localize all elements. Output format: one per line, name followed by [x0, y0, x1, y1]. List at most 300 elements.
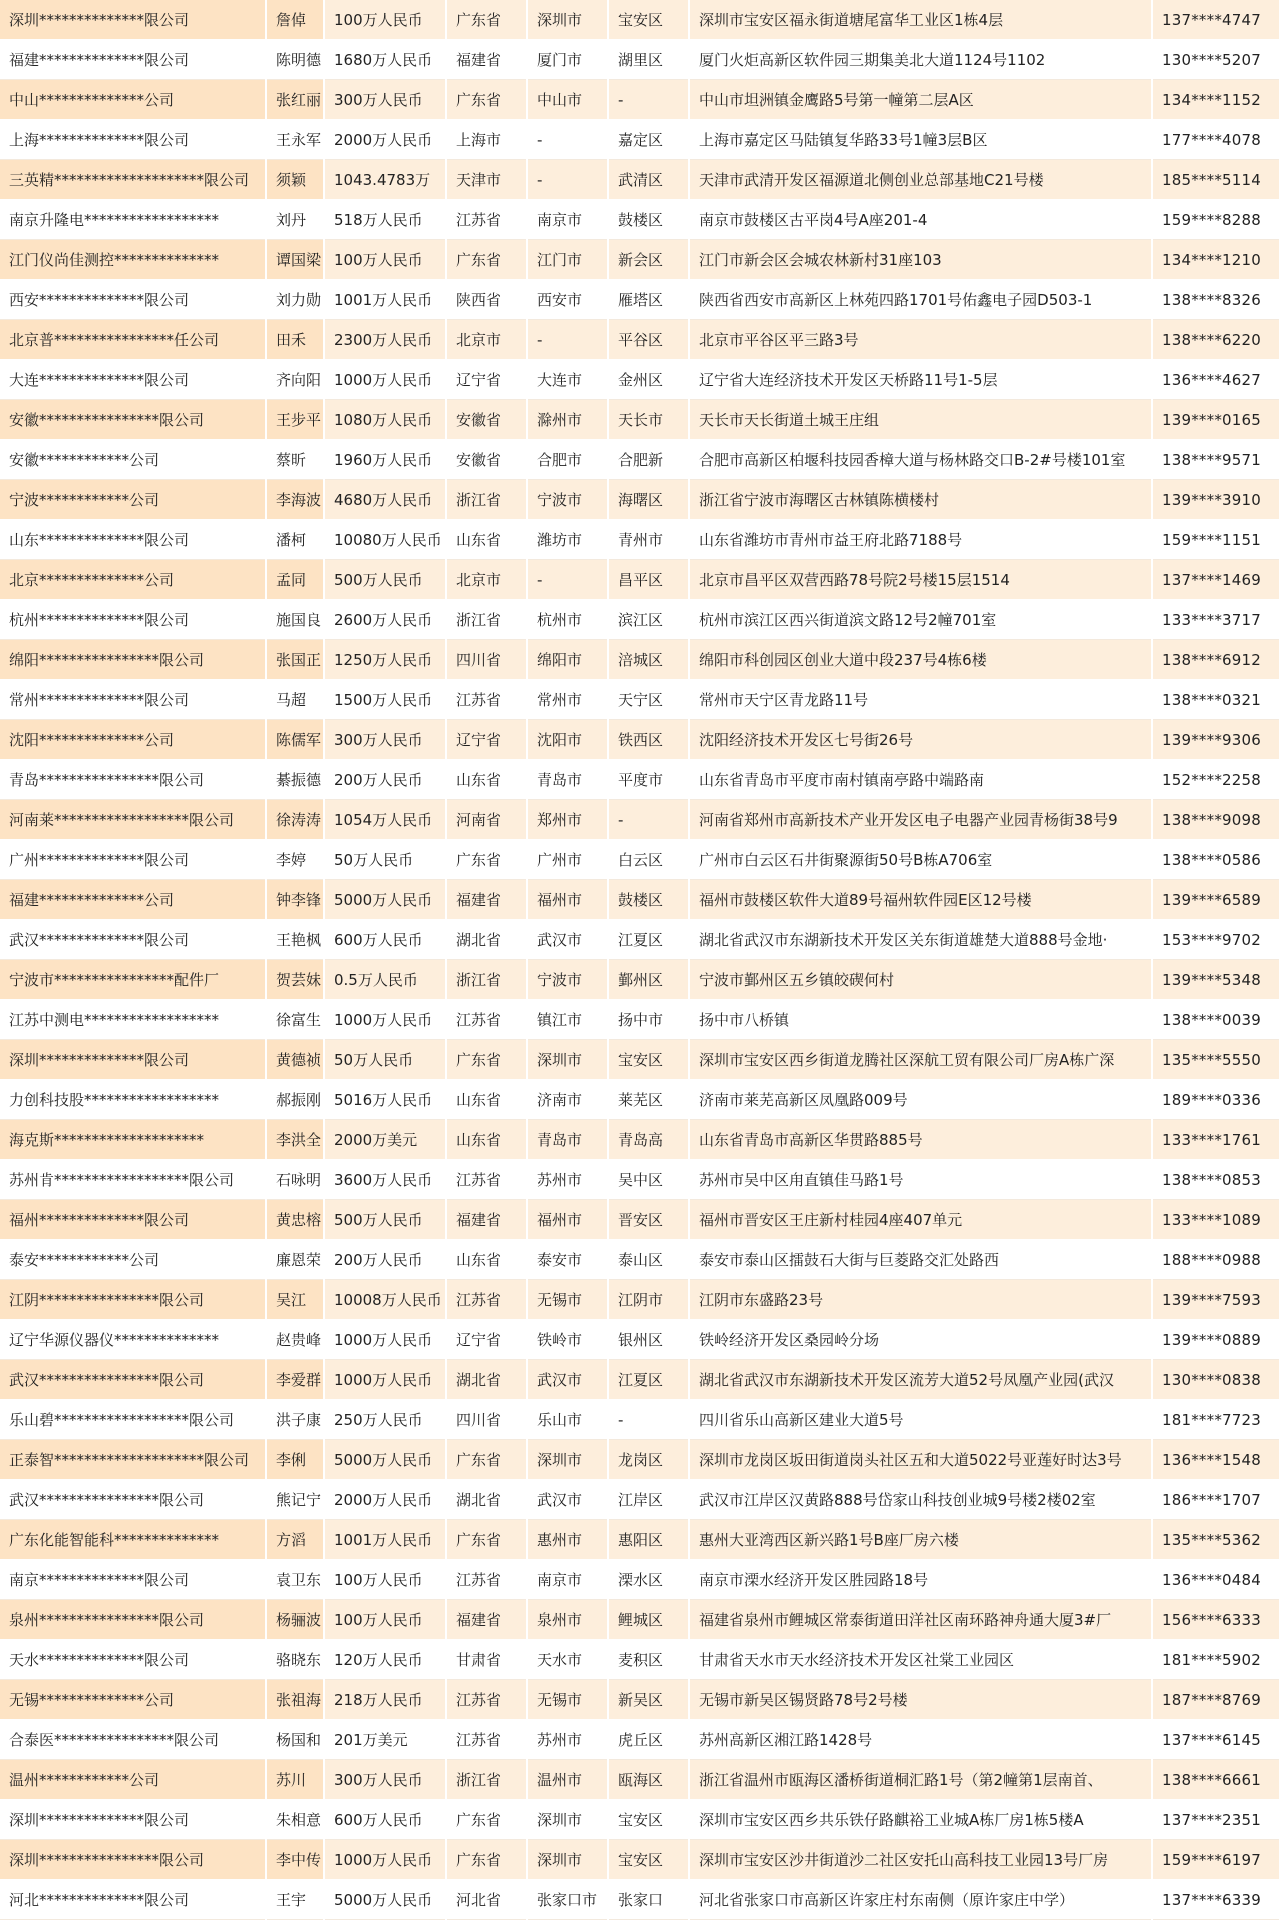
table-row	[0, 960, 1280, 1000]
phone-cell: 134****1152	[1152, 80, 1280, 120]
table-row	[0, 480, 1280, 520]
company-name-cell: 宁波************公司	[0, 480, 266, 520]
province-cell: 山东省	[446, 1240, 527, 1280]
district-cell: 白云区	[608, 840, 689, 880]
table-row	[0, 1120, 1280, 1160]
company-name-cell: 合泰医****************限公司	[0, 1720, 266, 1760]
phone-cell: 138****0039	[1152, 1000, 1280, 1040]
city-cell: 泉州市	[527, 1600, 608, 1640]
address-cell: 南京市溧水经济开发区胜园路18号	[689, 1560, 1152, 1600]
address-cell: 天津市武清开发区福源道北侧创业总部基地C21号楼	[689, 160, 1152, 200]
city-cell: 武汉市	[527, 1480, 608, 1520]
province-cell: 上海市	[446, 120, 527, 160]
phone-cell: 139****0165	[1152, 400, 1280, 440]
phone-cell: 138****8326	[1152, 280, 1280, 320]
legal-person-cell: 洪子康	[266, 1400, 324, 1440]
district-cell: 天长市	[608, 400, 689, 440]
legal-person-cell: 熊记宁	[266, 1480, 324, 1520]
registered-capital-cell: 250万人民币	[324, 1400, 446, 1440]
city-cell: 江门市	[527, 240, 608, 280]
province-cell: 广东省	[446, 1520, 527, 1560]
address-cell: 深圳市宝安区福永街道塘尾富华工业区1栋4层	[689, 0, 1152, 40]
registered-capital-cell: 50万人民币	[324, 1040, 446, 1080]
registered-capital-cell: 2000万美元	[324, 1120, 446, 1160]
registered-capital-cell: 1043.4783万	[324, 160, 446, 200]
company-name-cell: 南京升隆电******************	[0, 200, 266, 240]
table-row	[0, 240, 1280, 280]
district-cell: 昌平区	[608, 560, 689, 600]
company-name-cell: 杭州**************限公司	[0, 600, 266, 640]
legal-person-cell: 赵贵峰	[266, 1320, 324, 1360]
province-cell: 江苏省	[446, 1680, 527, 1720]
phone-cell: 139****7593	[1152, 1280, 1280, 1320]
phone-cell: 138****6661	[1152, 1760, 1280, 1800]
phone-cell: 130****5207	[1152, 40, 1280, 80]
registered-capital-cell: 2000万人民币	[324, 120, 446, 160]
registered-capital-cell: 600万人民币	[324, 1800, 446, 1840]
registered-capital-cell: 2300万人民币	[324, 320, 446, 360]
registered-capital-cell: 1000万人民币	[324, 360, 446, 400]
company-name-cell: 南京**************限公司	[0, 1560, 266, 1600]
district-cell: 宝安区	[608, 1040, 689, 1080]
province-cell: 广东省	[446, 1800, 527, 1840]
registered-capital-cell: 4680万人民币	[324, 480, 446, 520]
registered-capital-cell: 2600万人民币	[324, 600, 446, 640]
registered-capital-cell: 10080万人民币	[324, 520, 446, 560]
city-cell: 无锡市	[527, 1680, 608, 1720]
legal-person-cell: 骆晓东	[266, 1640, 324, 1680]
province-cell: 山东省	[446, 1080, 527, 1120]
legal-person-cell: 王永军	[266, 120, 324, 160]
registered-capital-cell: 0.5万人民币	[324, 960, 446, 1000]
table-row	[0, 160, 1280, 200]
city-cell: 深圳市	[527, 1840, 608, 1880]
district-cell: 嘉定区	[608, 120, 689, 160]
table-row	[0, 640, 1280, 680]
legal-person-cell: 陈儒军	[266, 720, 324, 760]
table-row	[0, 1880, 1280, 1920]
phone-cell: 139****6589	[1152, 880, 1280, 920]
phone-cell: 130****0838	[1152, 1360, 1280, 1400]
table-row	[0, 1160, 1280, 1200]
registered-capital-cell: 200万人民币	[324, 1240, 446, 1280]
district-cell: -	[608, 800, 689, 840]
address-cell: 杭州市滨江区西兴街道滨文路12号2幢701室	[689, 600, 1152, 640]
district-cell: 涪城区	[608, 640, 689, 680]
legal-person-cell: 杨国和	[266, 1720, 324, 1760]
province-cell: 广东省	[446, 1040, 527, 1080]
phone-cell: 186****1707	[1152, 1480, 1280, 1520]
legal-person-cell: 綦振德	[266, 760, 324, 800]
company-name-cell: 武汉**************限公司	[0, 920, 266, 960]
address-cell: 绵阳市科创园区创业大道中段237号4栋6楼	[689, 640, 1152, 680]
province-cell: 浙江省	[446, 1760, 527, 1800]
table-row	[0, 1640, 1280, 1680]
registered-capital-cell: 5000万人民币	[324, 1880, 446, 1920]
address-cell: 福州市鼓楼区软件大道89号福州软件园E区12号楼	[689, 880, 1152, 920]
legal-person-cell: 刘丹	[266, 200, 324, 240]
phone-cell: 137****1469	[1152, 560, 1280, 600]
city-cell: 大连市	[527, 360, 608, 400]
district-cell: 麦积区	[608, 1640, 689, 1680]
legal-person-cell: 袁卫东	[266, 1560, 324, 1600]
district-cell: 平谷区	[608, 320, 689, 360]
district-cell: 吴中区	[608, 1160, 689, 1200]
phone-cell: 152****2258	[1152, 760, 1280, 800]
company-name-cell: 天水**************限公司	[0, 1640, 266, 1680]
province-cell: 甘肃省	[446, 1640, 527, 1680]
address-cell: 常州市天宁区青龙路11号	[689, 680, 1152, 720]
registered-capital-cell: 518万人民币	[324, 200, 446, 240]
legal-person-cell: 石咏明	[266, 1160, 324, 1200]
legal-person-cell: 潘柯	[266, 520, 324, 560]
company-name-cell: 福建**************公司	[0, 880, 266, 920]
phone-cell: 133****1761	[1152, 1120, 1280, 1160]
district-cell: 新会区	[608, 240, 689, 280]
table-row	[0, 120, 1280, 160]
company-name-cell: 力创科技股******************	[0, 1080, 266, 1120]
table-row	[0, 1440, 1280, 1480]
district-cell: 江阴市	[608, 1280, 689, 1320]
city-cell: 常州市	[527, 680, 608, 720]
city-cell: 武汉市	[527, 920, 608, 960]
address-cell: 武汉市江岸区汉黄路888号岱家山科技创业城9号楼2楼02室	[689, 1480, 1152, 1520]
table-row	[0, 560, 1280, 600]
province-cell: 江苏省	[446, 200, 527, 240]
registered-capital-cell: 5000万人民币	[324, 880, 446, 920]
city-cell: 铁岭市	[527, 1320, 608, 1360]
province-cell: 湖北省	[446, 1360, 527, 1400]
table-row	[0, 760, 1280, 800]
district-cell: 张家口	[608, 1880, 689, 1920]
phone-cell: 159****6197	[1152, 1840, 1280, 1880]
legal-person-cell: 张国正	[266, 640, 324, 680]
address-cell: 中山市坦洲镇金鹰路5号第一幢第二层A区	[689, 80, 1152, 120]
registered-capital-cell: 2000万人民币	[324, 1480, 446, 1520]
table-row	[0, 40, 1280, 80]
company-name-cell: 青岛****************限公司	[0, 760, 266, 800]
city-cell: 乐山市	[527, 1400, 608, 1440]
district-cell: 瓯海区	[608, 1760, 689, 1800]
city-cell: 广州市	[527, 840, 608, 880]
company-name-cell: 正泰智********************限公司	[0, 1440, 266, 1480]
registered-capital-cell: 3600万人民币	[324, 1160, 446, 1200]
phone-cell: 137****6339	[1152, 1880, 1280, 1920]
company-name-cell: 北京**************公司	[0, 560, 266, 600]
city-cell: 宁波市	[527, 960, 608, 1000]
district-cell: 武清区	[608, 160, 689, 200]
registered-capital-cell: 1054万人民币	[324, 800, 446, 840]
address-cell: 济南市莱芜高新区凤凰路009号	[689, 1080, 1152, 1120]
registered-capital-cell: 218万人民币	[324, 1680, 446, 1720]
phone-cell: 137****6145	[1152, 1720, 1280, 1760]
registered-capital-cell: 5000万人民币	[324, 1440, 446, 1480]
city-cell: 无锡市	[527, 1280, 608, 1320]
city-cell: 郑州市	[527, 800, 608, 840]
legal-person-cell: 郝振刚	[266, 1080, 324, 1120]
phone-cell: 138****9571	[1152, 440, 1280, 480]
district-cell: -	[608, 1400, 689, 1440]
province-cell: 湖北省	[446, 920, 527, 960]
district-cell: 雁塔区	[608, 280, 689, 320]
city-cell: -	[527, 160, 608, 200]
registered-capital-cell: 300万人民币	[324, 720, 446, 760]
company-name-cell: 海克斯********************	[0, 1120, 266, 1160]
registered-capital-cell: 1000万人民币	[324, 1840, 446, 1880]
address-cell: 山东省青岛市平度市南村镇南亭路中端路南	[689, 760, 1152, 800]
province-cell: 江苏省	[446, 1280, 527, 1320]
district-cell: 晋安区	[608, 1200, 689, 1240]
registered-capital-cell: 100万人民币	[324, 1560, 446, 1600]
city-cell: 天水市	[527, 1640, 608, 1680]
province-cell: 河北省	[446, 1880, 527, 1920]
city-cell: 南京市	[527, 1560, 608, 1600]
legal-person-cell: 孟同	[266, 560, 324, 600]
company-name-cell: 沈阳**************公司	[0, 720, 266, 760]
legal-person-cell: 谭国梁	[266, 240, 324, 280]
company-name-cell: 辽宁华源仪器仪**************	[0, 1320, 266, 1360]
registered-capital-cell: 1000万人民币	[324, 1320, 446, 1360]
table-row	[0, 1480, 1280, 1520]
table-row	[0, 840, 1280, 880]
phone-cell: 138****6912	[1152, 640, 1280, 680]
table-row	[0, 440, 1280, 480]
province-cell: 山东省	[446, 520, 527, 560]
registered-capital-cell: 201万美元	[324, 1720, 446, 1760]
city-cell: 深圳市	[527, 1040, 608, 1080]
district-cell: 铁西区	[608, 720, 689, 760]
district-cell: 龙岗区	[608, 1440, 689, 1480]
province-cell: 北京市	[446, 320, 527, 360]
registered-capital-cell: 1960万人民币	[324, 440, 446, 480]
address-cell: 辽宁省大连经济技术开发区天桥路11号1-5层	[689, 360, 1152, 400]
phone-cell: 181****7723	[1152, 1400, 1280, 1440]
city-cell: 苏州市	[527, 1160, 608, 1200]
legal-person-cell: 黄忠榕	[266, 1200, 324, 1240]
city-cell: 中山市	[527, 80, 608, 120]
phone-cell: 181****5902	[1152, 1640, 1280, 1680]
province-cell: 广东省	[446, 0, 527, 40]
table-row	[0, 280, 1280, 320]
company-name-cell: 苏州肯******************限公司	[0, 1160, 266, 1200]
address-cell: 天长市天长街道土城王庄组	[689, 400, 1152, 440]
table-row	[0, 1760, 1280, 1800]
address-cell: 合肥市高新区柏堰科技园香樟大道与杨林路交口B-2#号楼101室	[689, 440, 1152, 480]
address-cell: 厦门火炬高新区软件园三期集美北大道1124号1102	[689, 40, 1152, 80]
table-row	[0, 1600, 1280, 1640]
district-cell: 宝安区	[608, 1840, 689, 1880]
registered-capital-cell: 1500万人民币	[324, 680, 446, 720]
province-cell: 江苏省	[446, 680, 527, 720]
city-cell: -	[527, 560, 608, 600]
address-cell: 湖北省武汉市东湖新技术开发区关东街道雄楚大道888号金地·	[689, 920, 1152, 960]
city-cell: 青岛市	[527, 760, 608, 800]
city-cell: 沈阳市	[527, 720, 608, 760]
table-row	[0, 200, 1280, 240]
registered-capital-cell: 1000万人民币	[324, 1000, 446, 1040]
address-cell: 北京市平谷区平三路3号	[689, 320, 1152, 360]
district-cell: 平度市	[608, 760, 689, 800]
address-cell: 扬中市八桥镇	[689, 1000, 1152, 1040]
district-cell: 惠阳区	[608, 1520, 689, 1560]
district-cell: 银州区	[608, 1320, 689, 1360]
company-name-cell: 安徽****************限公司	[0, 400, 266, 440]
registered-capital-cell: 1680万人民币	[324, 40, 446, 80]
province-cell: 浙江省	[446, 600, 527, 640]
city-cell: 济南市	[527, 1080, 608, 1120]
province-cell: 辽宁省	[446, 720, 527, 760]
address-cell: 无锡市新吴区锡贤路78号2号楼	[689, 1680, 1152, 1720]
address-cell: 惠州大亚湾西区新兴路1号B座厂房六楼	[689, 1520, 1152, 1560]
legal-person-cell: 贺芸妹	[266, 960, 324, 1000]
legal-person-cell: 李爱群	[266, 1360, 324, 1400]
table-row	[0, 880, 1280, 920]
address-cell: 河南省郑州市高新技术产业开发区电子电器产业园青杨街38号9	[689, 800, 1152, 840]
address-cell: 福建省泉州市鲤城区常泰街道田洋社区南环路神舟通大厦3#厂	[689, 1600, 1152, 1640]
table-row	[0, 1520, 1280, 1560]
phone-cell: 188****0988	[1152, 1240, 1280, 1280]
registered-capital-cell: 100万人民币	[324, 1600, 446, 1640]
address-cell: 沈阳经济技术开发区七号街26号	[689, 720, 1152, 760]
registered-capital-cell: 5016万人民币	[324, 1080, 446, 1120]
district-cell: 鲤城区	[608, 1600, 689, 1640]
province-cell: 辽宁省	[446, 360, 527, 400]
province-cell: 四川省	[446, 1400, 527, 1440]
province-cell: 江苏省	[446, 1160, 527, 1200]
legal-person-cell: 徐富生	[266, 1000, 324, 1040]
city-cell: 深圳市	[527, 1440, 608, 1480]
table-row	[0, 360, 1280, 400]
company-name-cell: 广州**************限公司	[0, 840, 266, 880]
legal-person-cell: 张红丽	[266, 80, 324, 120]
district-cell: 泰山区	[608, 1240, 689, 1280]
city-cell: 张家口市	[527, 1880, 608, 1920]
legal-person-cell: 陈明德	[266, 40, 324, 80]
province-cell: 福建省	[446, 880, 527, 920]
city-cell: 福州市	[527, 880, 608, 920]
phone-cell: 136****0484	[1152, 1560, 1280, 1600]
registered-capital-cell: 600万人民币	[324, 920, 446, 960]
company-name-cell: 河北**************限公司	[0, 1880, 266, 1920]
company-name-cell: 江阴****************限公司	[0, 1280, 266, 1320]
company-name-cell: 深圳**************限公司	[0, 1040, 266, 1080]
address-cell: 四川省乐山高新区建业大道5号	[689, 1400, 1152, 1440]
company-name-cell: 河南莱******************限公司	[0, 800, 266, 840]
province-cell: 山东省	[446, 1120, 527, 1160]
district-cell: 江夏区	[608, 920, 689, 960]
company-name-cell: 绵阳****************限公司	[0, 640, 266, 680]
registered-capital-cell: 300万人民币	[324, 1760, 446, 1800]
legal-person-cell: 马超	[266, 680, 324, 720]
province-cell: 河南省	[446, 800, 527, 840]
province-cell: 安徽省	[446, 400, 527, 440]
district-cell: 江夏区	[608, 1360, 689, 1400]
phone-cell: 138****0586	[1152, 840, 1280, 880]
registered-capital-cell: 500万人民币	[324, 1200, 446, 1240]
legal-person-cell: 徐涛涛	[266, 800, 324, 840]
company-name-cell: 广东化能智能科**************	[0, 1520, 266, 1560]
table-row	[0, 1680, 1280, 1720]
address-cell: 湖北省武汉市东湖新技术开发区流芳大道52号凤凰产业园(武汉	[689, 1360, 1152, 1400]
phone-cell: 139****5348	[1152, 960, 1280, 1000]
phone-cell: 139****3910	[1152, 480, 1280, 520]
phone-cell: 177****4078	[1152, 120, 1280, 160]
table-row	[0, 1240, 1280, 1280]
phone-cell: 135****5362	[1152, 1520, 1280, 1560]
company-name-cell: 深圳**************限公司	[0, 0, 266, 40]
address-cell: 陕西省西安市高新区上林苑四路1701号佑鑫电子园D503-1	[689, 280, 1152, 320]
city-cell: 武汉市	[527, 1360, 608, 1400]
registered-capital-cell: 50万人民币	[324, 840, 446, 880]
address-cell: 南京市鼓楼区古平岗4号A座201-4	[689, 200, 1152, 240]
address-cell: 铁岭经济开发区桑园岭分场	[689, 1320, 1152, 1360]
city-cell: 南京市	[527, 200, 608, 240]
company-name-cell: 泉州****************限公司	[0, 1600, 266, 1640]
company-name-cell: 无锡**************公司	[0, 1680, 266, 1720]
district-cell: -	[608, 80, 689, 120]
legal-person-cell: 詹倬	[266, 0, 324, 40]
province-cell: 广东省	[446, 1840, 527, 1880]
legal-person-cell: 齐向阳	[266, 360, 324, 400]
province-cell: 四川省	[446, 640, 527, 680]
registered-capital-cell: 10008万人民币	[324, 1280, 446, 1320]
address-cell: 河北省张家口市高新区许家庄村东南侧（原许家庄中学）	[689, 1880, 1152, 1920]
company-name-cell: 西安**************限公司	[0, 280, 266, 320]
company-name-cell: 福州**************限公司	[0, 1200, 266, 1240]
province-cell: 浙江省	[446, 960, 527, 1000]
registered-capital-cell: 500万人民币	[324, 560, 446, 600]
registered-capital-cell: 100万人民币	[324, 240, 446, 280]
address-cell: 福州市晋安区王庄新村桂园4座407单元	[689, 1200, 1152, 1240]
table-row	[0, 520, 1280, 560]
address-cell: 深圳市宝安区西乡街道龙腾社区深航工贸有限公司厂房A栋广深	[689, 1040, 1152, 1080]
legal-person-cell: 李俐	[266, 1440, 324, 1480]
district-cell: 鼓楼区	[608, 880, 689, 920]
district-cell: 青岛高	[608, 1120, 689, 1160]
city-cell: 合肥市	[527, 440, 608, 480]
table-row	[0, 1280, 1280, 1320]
province-cell: 陕西省	[446, 280, 527, 320]
registered-capital-cell: 120万人民币	[324, 1640, 446, 1680]
district-cell: 扬中市	[608, 1000, 689, 1040]
legal-person-cell: 李婷	[266, 840, 324, 880]
district-cell: 莱芜区	[608, 1080, 689, 1120]
city-cell: 福州市	[527, 1200, 608, 1240]
company-name-cell: 江苏中测电******************	[0, 1000, 266, 1040]
province-cell: 辽宁省	[446, 1320, 527, 1360]
table-row	[0, 1080, 1280, 1120]
legal-person-cell: 王宇	[266, 1880, 324, 1920]
registered-capital-cell: 1001万人民币	[324, 1520, 446, 1560]
phone-cell: 134****1210	[1152, 240, 1280, 280]
legal-person-cell: 须颖	[266, 160, 324, 200]
district-cell: 溧水区	[608, 1560, 689, 1600]
company-name-cell: 江门仪尚佳测控**************	[0, 240, 266, 280]
phone-cell: 133****1089	[1152, 1200, 1280, 1240]
table-row	[0, 80, 1280, 120]
table-row	[0, 1840, 1280, 1880]
address-cell: 甘肃省天水市天水经济技术开发区社棠工业园区	[689, 1640, 1152, 1680]
company-name-cell: 安徽************公司	[0, 440, 266, 480]
company-name-cell: 深圳****************限公司	[0, 1840, 266, 1880]
phone-cell: 135****5550	[1152, 1040, 1280, 1080]
district-cell: 湖里区	[608, 40, 689, 80]
table-row	[0, 1800, 1280, 1840]
address-cell: 深圳市宝安区沙井街道沙二社区安托山高科技工业园13号厂房	[689, 1840, 1152, 1880]
company-name-cell: 深圳**************限公司	[0, 1800, 266, 1840]
district-cell: 宝安区	[608, 1800, 689, 1840]
district-cell: 合肥新	[608, 440, 689, 480]
